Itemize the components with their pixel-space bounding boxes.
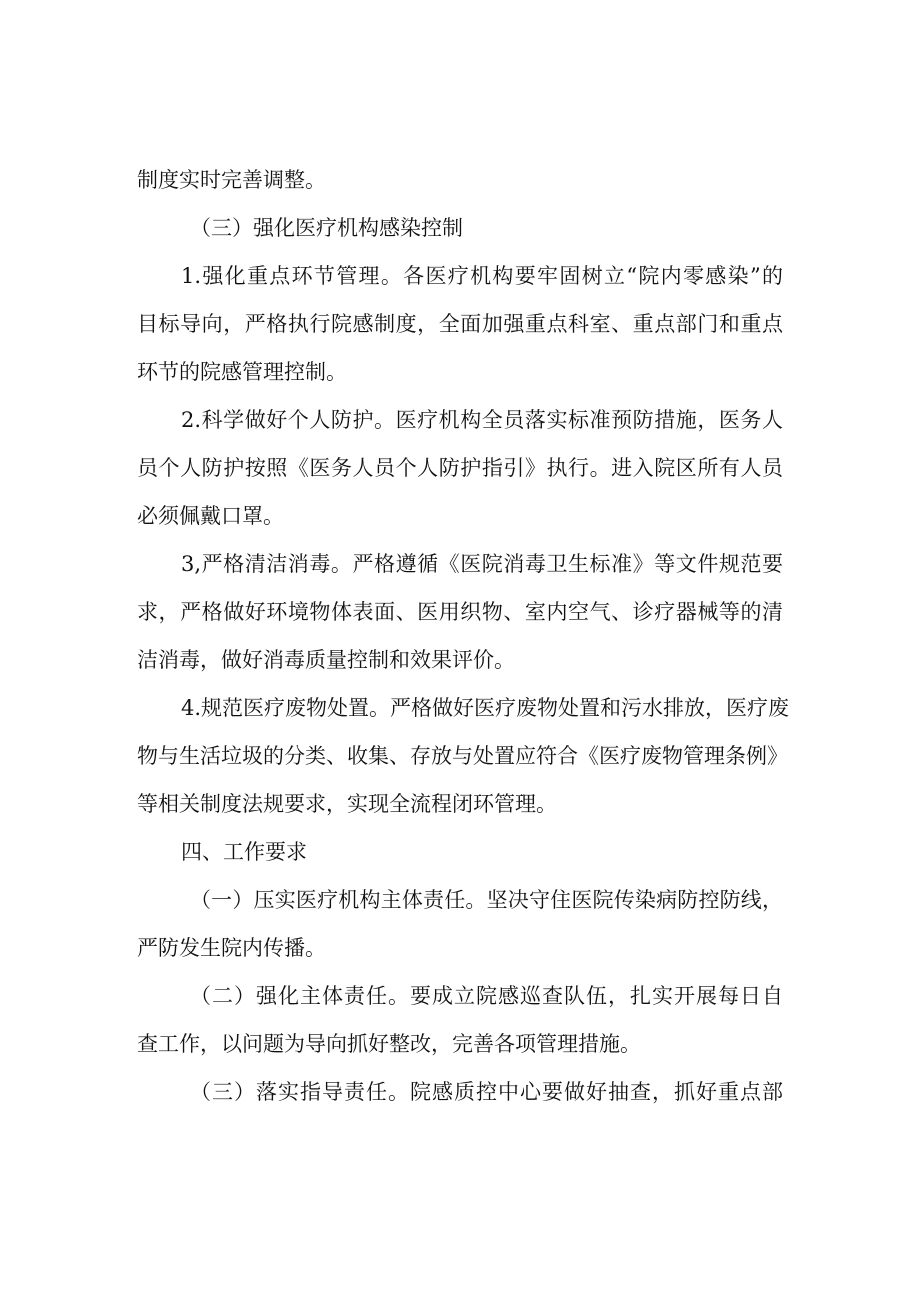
text-line: 目标导向，严格执行院感制度，全面加强重点科室、重点部门和重点 (137, 312, 783, 336)
text-line: 洁消毒，做好消毒质量控制和效果评价。 (137, 648, 515, 672)
text-line: （三）落实指导责任。院感质控中心要做好抽查，抓好重点部 (190, 1080, 783, 1104)
text-line: 3,严格清洁消毒。严格遵循《医院消毒卫生标准》等文件规范要 (181, 552, 783, 576)
text-line: 2.科学做好个人防护。医疗机构全员落实标准预防措施，医务人 (181, 408, 783, 432)
text-line: 制度实时完善调整。 (137, 168, 326, 192)
section-heading: （三）强化医疗机构感染控制 (190, 216, 463, 240)
section-heading: 四、工作要求 (181, 840, 307, 864)
text-line: 物与生活垃圾的分类、收集、存放与处置应符合《医疗废物管理条例》 (137, 744, 788, 768)
text-line: 必须佩戴口罩。 (137, 504, 284, 528)
text-line: 查工作，以问题为导向抓好整改，完善各项管理措施。 (137, 1032, 641, 1056)
text-line: 员个人防护按照《医务人员个人防护指引》执行。进入院区所有人员 (137, 456, 783, 480)
text-line: （一）压实医疗机构主体责任。坚决守住医院传染病防控防线， (190, 888, 783, 912)
text-line: （二）强化主体责任。要成立院感巡查队伍，扎实开展每日自 (190, 984, 783, 1008)
text-line: 等相关制度法规要求，实现全流程闭环管理。 (137, 792, 557, 816)
text-line: 1.强化重点环节管理。各医疗机构要牢固树立“院内零感染”的 (181, 264, 783, 288)
text-line: 严防发生院内传播。 (137, 936, 326, 960)
text-line: 环节的院感管理控制。 (137, 360, 347, 384)
text-line: 4.规范医疗废物处置。严格做好医疗废物处置和污水排放，医疗废 (181, 696, 790, 720)
text-line: 求，严格做好环境物体表面、医用织物、室内空气、诊疗器械等的清 (137, 600, 783, 624)
